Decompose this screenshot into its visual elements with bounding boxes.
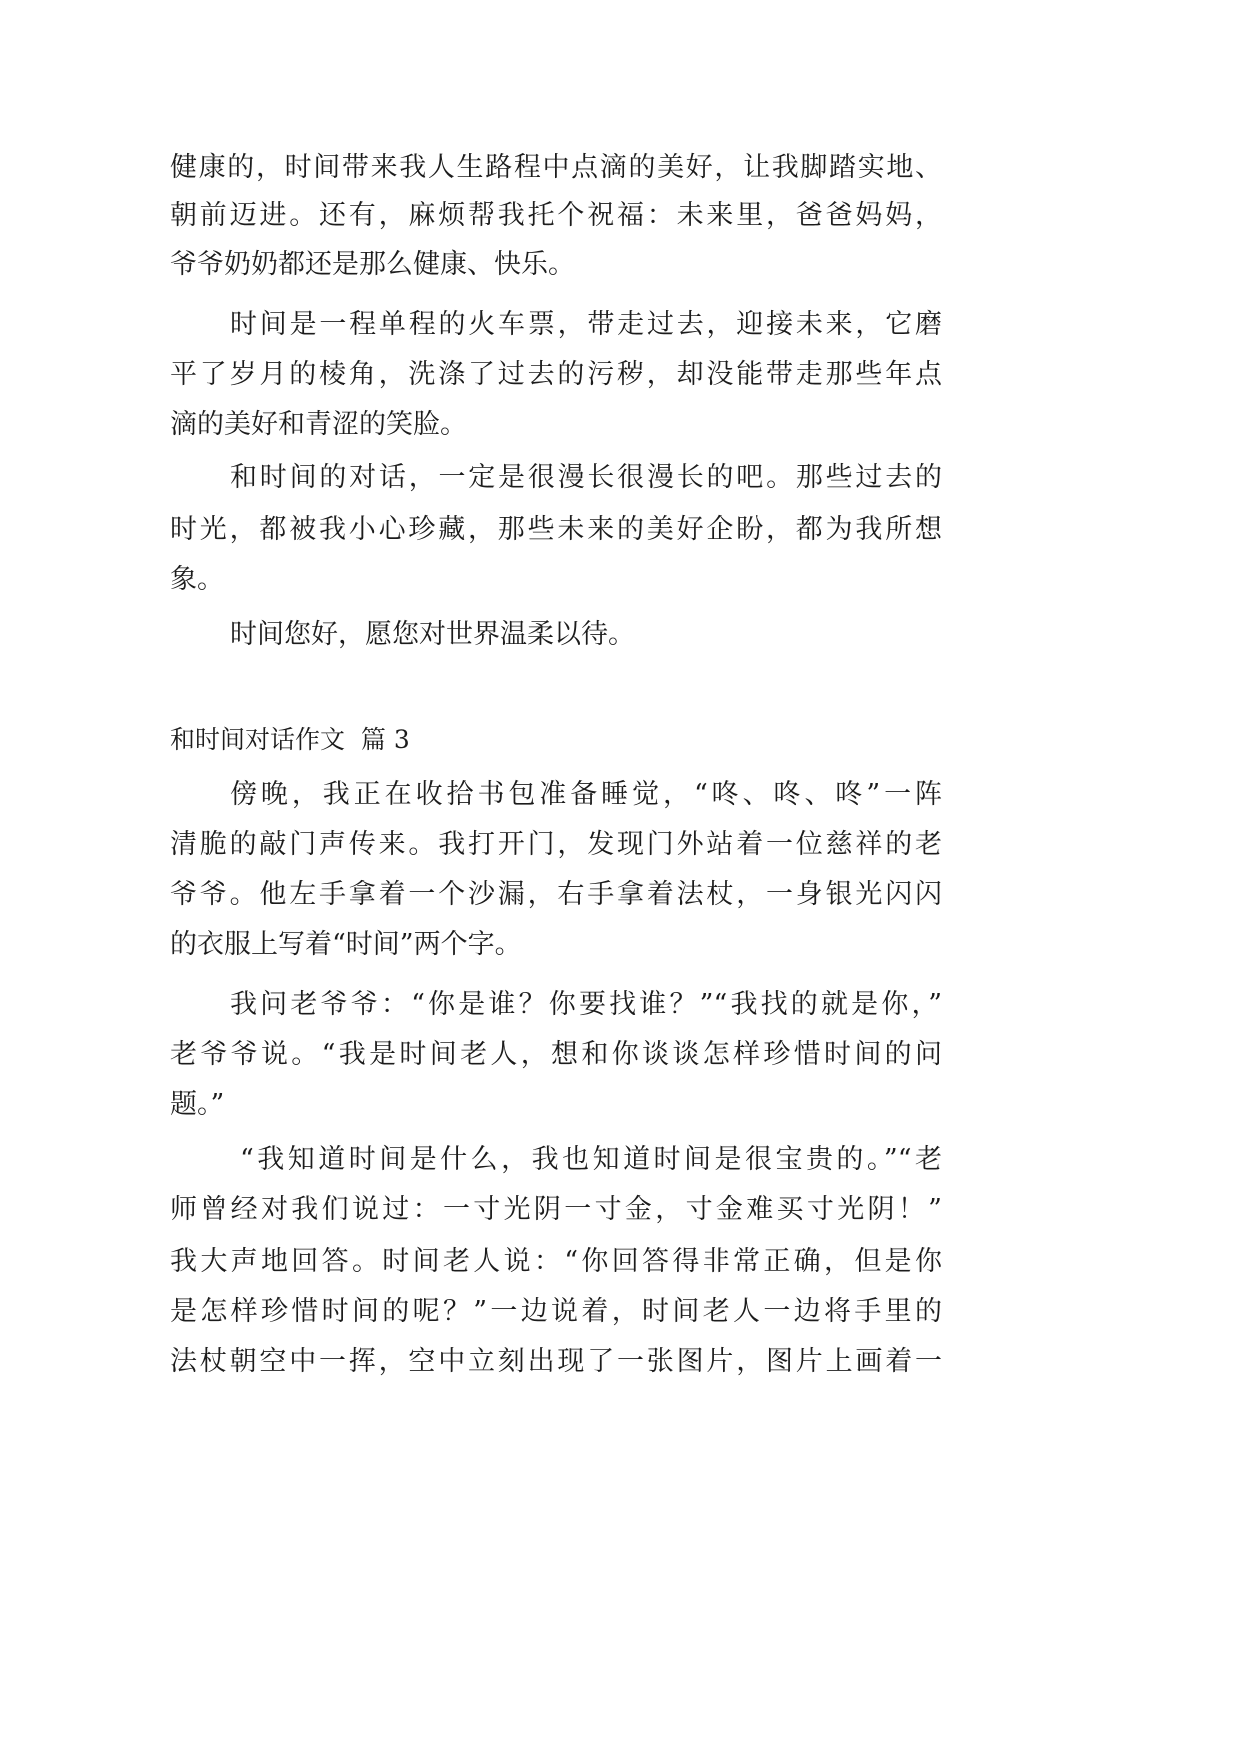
text-line: 和时间的对话，一定是很漫长很漫长的吧。那些过去的 — [230, 462, 942, 493]
text-line: 朝前迈进。还有，麻烦帮我托个祝福：未来里，爸爸妈妈， — [170, 200, 942, 231]
text-line: 的衣服上写着“时间”两个字。 — [170, 929, 522, 960]
text-line: 是怎样珍惜时间的呢？”一边说着，时间老人一边将手里的 — [170, 1296, 942, 1327]
text-line: 滴的美好和青涩的笑脸。 — [170, 409, 467, 440]
text-line: 时间您好，愿您对世界温柔以待。 — [230, 619, 635, 650]
text-line: 时间是一程单程的火车票，带走过去，迎接未来，它磨 — [230, 309, 942, 340]
text-line: 我问老爷爷：“你是谁？你要找谁？”“我找的就是你，” — [230, 989, 942, 1020]
text-line: 爷爷。他左手拿着一个沙漏，右手拿着法杖，一身银光闪闪 — [170, 879, 942, 910]
text-line: 清脆的敲门声传来。我打开门，发现门外站着一位慈祥的老 — [170, 829, 942, 860]
text-line: 师曾经对我们说过：一寸光阴一寸金，寸金难买寸光阴！” — [170, 1194, 942, 1225]
text-line: 傍晚，我正在收拾书包准备睡觉，“咚、咚、咚”一阵 — [230, 779, 942, 810]
text-line: 题。” — [170, 1089, 225, 1120]
text-line: 时光，都被我小心珍藏，那些未来的美好企盼，都为我所想 — [170, 514, 942, 545]
text-line: 我大声地回答。时间老人说：“你回答得非常正确，但是你 — [170, 1246, 942, 1277]
text-line: 平了岁月的棱角，洗涤了过去的污秽，却没能带走那些年点 — [170, 359, 942, 390]
text-line: 法杖朝空中一挥，空中立刻出现了一张图片，图片上画着一 — [170, 1346, 942, 1377]
text-line: “我知道时间是什么，我也知道时间是很宝贵的。”“老 — [240, 1144, 942, 1175]
text-line: 爷爷奶奶都还是那么健康、快乐。 — [170, 249, 575, 280]
text-line: 象。 — [170, 564, 224, 595]
text-line: 老爷爷说。“我是时间老人，想和你谈谈怎样珍惜时间的问 — [170, 1039, 942, 1070]
section-heading: 和时间对话作文 篇 3 — [170, 725, 410, 754]
text-line: 健康的，时间带来我人生路程中点滴的美好，让我脚踏实地、 — [170, 152, 942, 183]
